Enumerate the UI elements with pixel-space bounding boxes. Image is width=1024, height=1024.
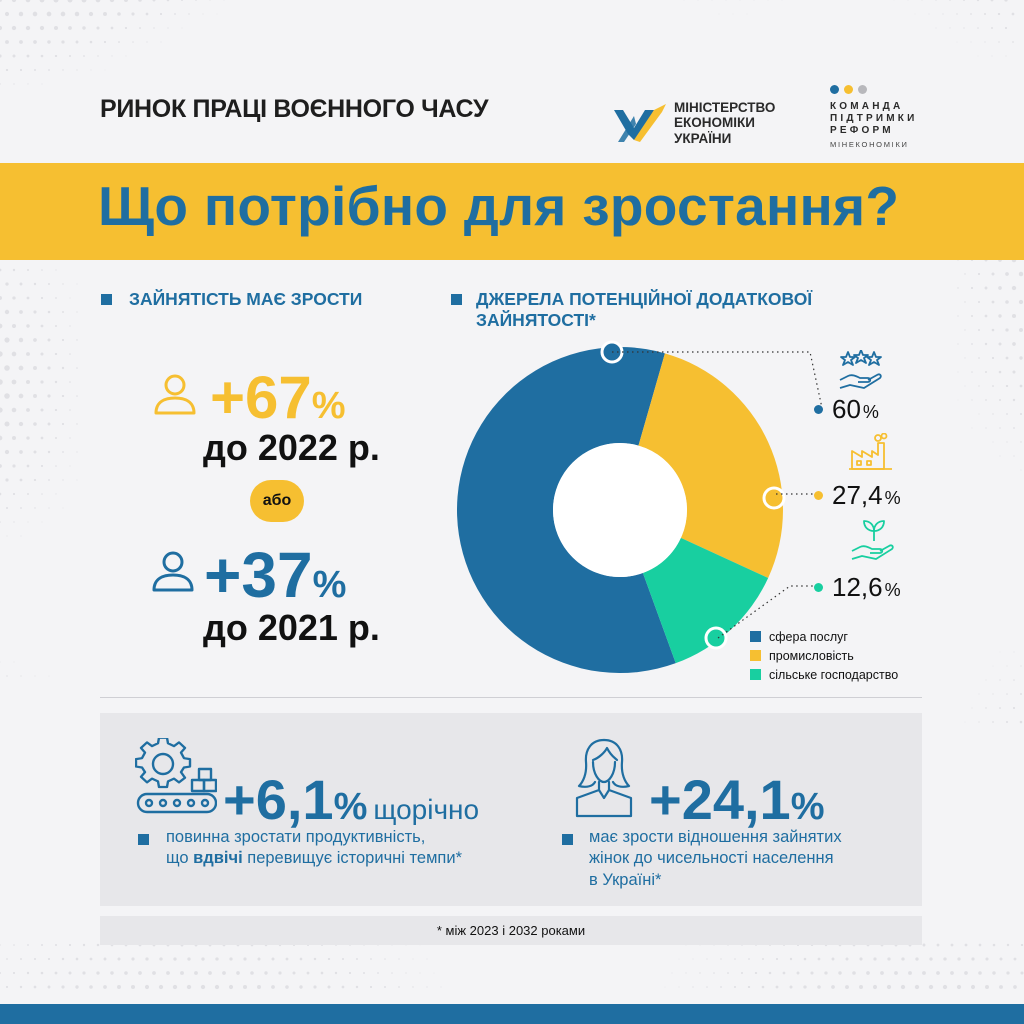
hand-plant-icon (850, 517, 896, 561)
leader-lines (600, 340, 830, 650)
legend-item-industry (750, 646, 898, 665)
legend-dot (814, 583, 823, 592)
employment-heading (101, 289, 362, 310)
team-logo-dots (830, 85, 867, 94)
woman-icon (573, 736, 635, 818)
bullet-square (138, 834, 149, 845)
desc-text: перевищує історичні темпи* (242, 849, 462, 868)
productivity-desc-line1: повинна зростати продуктивність, (166, 828, 426, 846)
person-outline-icon (150, 548, 196, 594)
person-outline-icon (152, 371, 198, 417)
women-employment-growth-value: +24,1 (649, 768, 791, 831)
productivity-growth (223, 768, 480, 831)
hand-stars-icon (838, 350, 884, 392)
legend-dot (814, 405, 823, 414)
factory-icon (848, 433, 894, 471)
bullet-square (101, 294, 112, 305)
bottom-band (0, 1004, 1024, 1024)
team-name: КОМАНДА ПІДТРИМКИ РЕФОРМ (830, 101, 918, 136)
sources-heading-text: ДЖЕРЕЛА ПОТЕНЦІЙНОЇ ДОДАТКОВОЇ ЗАЙНЯТОСТІ* (476, 289, 813, 330)
employment-growth-2021 (204, 539, 347, 611)
legend-label: промисловість (769, 648, 854, 663)
pct-value-services: 60 (832, 394, 861, 424)
percent-sign: % (884, 580, 901, 600)
chart-legend (750, 627, 898, 684)
banner-title: Що потрібно для зростання? (98, 175, 900, 237)
women-desc-line2: жінок до чисельності населення (589, 849, 834, 868)
pct-value-agriculture: 12,6 (832, 572, 883, 602)
legend-swatch (750, 650, 761, 661)
percent-sign: % (790, 786, 825, 828)
percent-sign: % (862, 402, 879, 422)
productivity-suffix: щорічно (373, 794, 480, 825)
productivity-desc-line2 (166, 848, 462, 869)
women-desc-line3: в Україні* (589, 870, 662, 889)
pct-label-services (814, 394, 879, 425)
legend-label: сільське господарство (769, 667, 899, 682)
pct-value-industry: 27,4 (832, 480, 883, 510)
legend-swatch (750, 669, 761, 680)
desc-emphasis: вдвічі (193, 849, 243, 868)
ministry-name: МІНІСТЕРСТВО ЕКОНОМІКИ УКРАЇНИ (674, 100, 776, 146)
productivity-description (138, 827, 462, 870)
employment-growth-2021-label: до 2021 р. (203, 607, 380, 648)
bullet-square (562, 834, 573, 845)
employment-growth-2022-label: до 2022 р. (203, 427, 380, 468)
women-desc-line1: має зрости відношення зайнятих (589, 828, 842, 846)
desc-text: що (166, 849, 194, 868)
sources-heading (451, 289, 876, 331)
legend-dot (814, 491, 823, 500)
footnote: * між 2023 і 2032 роками (100, 916, 922, 945)
legend-item-agriculture (750, 665, 898, 684)
percent-sign: % (312, 564, 347, 606)
section-divider (100, 697, 922, 698)
ministry-logo-icon (614, 102, 666, 148)
percent-sign: % (884, 488, 901, 508)
legend-swatch (750, 631, 761, 642)
pct-label-agriculture (814, 572, 901, 603)
employment-growth-2021-value: +37 (204, 539, 313, 611)
employment-growth-2022-value: +67 (210, 364, 312, 431)
team-subtitle: МІНЕКОНОМІКИ (830, 140, 909, 149)
bullet-square (451, 294, 462, 305)
percent-sign: % (333, 786, 368, 828)
productivity-growth-value: +6,1 (223, 768, 334, 831)
page-header-title: РИНОК ПРАЦІ ВОЄННОГО ЧАСУ (100, 95, 489, 123)
legend-label: сфера послуг (769, 629, 848, 644)
pct-label-industry (814, 480, 901, 511)
employment-heading-text: ЗАЙНЯТІСТЬ МАЄ ЗРОСТИ (129, 289, 363, 309)
employment-growth-2022 (210, 364, 346, 431)
legend-item-services (750, 627, 898, 646)
women-description (562, 827, 842, 891)
women-employment-growth (649, 768, 825, 831)
gear-conveyor-icon (135, 738, 217, 816)
percent-sign: % (311, 385, 346, 427)
or-badge: або (250, 480, 304, 522)
